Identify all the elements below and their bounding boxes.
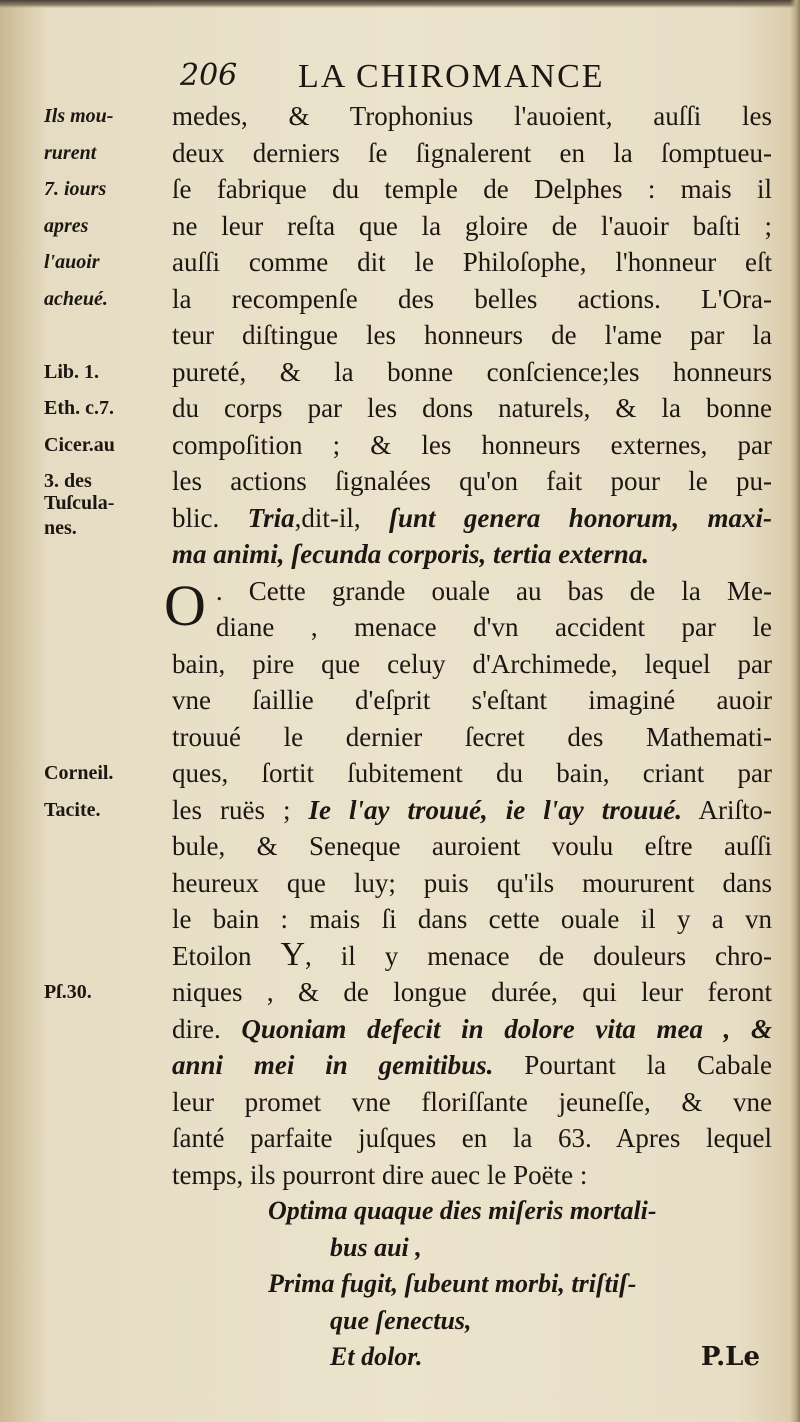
margin-note: 7. iours	[44, 178, 107, 200]
margin-note: nes.	[44, 517, 77, 540]
text-line: ſe fabrique du temple de Delphes : mais il	[172, 174, 772, 204]
text-line: vne ſaillie d'eſprit s'eſtant imaginé auoir	[172, 685, 772, 715]
text-line: teur diſtingue les honneurs de l'ame par la	[172, 320, 772, 350]
margin-note: Ils mou-	[44, 105, 114, 127]
margin-note: rurent	[44, 141, 97, 164]
text-line: le bain : mais ſi dans cette ouale il y a vn	[172, 904, 772, 934]
text-line: medes, & Trophonius l'auoient, auſſi les	[172, 101, 772, 131]
text-line: Etoilon Y, il y menace de douleurs chro-	[172, 935, 773, 973]
margin-note: Tacite.	[44, 798, 101, 821]
text-line: heureux que luy; puis qu'ils moururent dans	[172, 867, 772, 898]
margin-note: Tuſcula-	[44, 491, 115, 514]
catchword: P.Le	[700, 1342, 760, 1372]
margin-note: l'auoir	[44, 251, 100, 273]
text-line: anni mei in gemitibus. Pourtant la Cabale	[172, 1050, 772, 1080]
text-line: du corps par les dons naturels, & la bonne	[172, 393, 772, 423]
margin-note: apres	[44, 214, 89, 237]
margin-note: acheué.	[44, 287, 108, 310]
text-line: les actions ſignalées qu'on fait pour le pu-	[172, 466, 772, 496]
text-line: leur promet vne floriſſante jeuneſſe, & vne	[172, 1086, 772, 1117]
text-line: bain, pire que celuy d'Archimede, lequel par	[172, 648, 772, 679]
margin-note: 3. des	[44, 470, 92, 492]
verse-quote	[172, 1193, 772, 1376]
text-line: trouué le dernier ſecret des Mathemati-	[172, 721, 772, 752]
text-line: deux derniers ſe ſignalerent en la ſomptueu-	[172, 137, 772, 168]
text-line: bule, & Seneque auroient voulu eſtre auſſi	[172, 831, 772, 861]
margin-note: Pſ.30.	[44, 981, 92, 1003]
margin-note: Eth. c.7.	[44, 397, 114, 419]
verse-line: que ſenectus,	[330, 1305, 472, 1335]
text-line: pureté, & la bonne conſcience;les honneurs	[172, 356, 772, 387]
verse-line: Prima fugit, ſubeunt morbi, triſtiſ-	[268, 1269, 637, 1298]
text-line: temps, ils pourront dire auec le Poëte :	[172, 1159, 588, 1190]
running-title: LA CHIROMANCE	[298, 58, 605, 95]
drop-initial: O	[164, 572, 206, 638]
text-line: . Cette grande ouale au bas de la Me-	[215, 575, 772, 606]
margin-note: Corneil.	[44, 762, 114, 784]
page-number: 206	[180, 58, 238, 93]
text-line: ſanté parfaite juſques en la 63. Apres lequel	[172, 1123, 772, 1153]
text-line: ma animi, ſecunda corporis, tertia externa.	[172, 539, 650, 569]
text-line: la recompenſe des belles actions. L'Ora-	[172, 283, 772, 314]
margin-note: Lib. 1.	[44, 360, 100, 383]
paragraph-1	[172, 98, 772, 500]
text-line: compoſition ; & les honneurs externes, par	[172, 429, 772, 460]
verse-line: Optima quaque dies miſeris mortali-	[268, 1196, 657, 1225]
text-line: les ruës ; Ie l'ay trouué, ie l'ay trouué. Ariſto-	[172, 794, 772, 825]
page-top-shadow	[0, 0, 800, 8]
paragraph-2	[164, 572, 773, 1194]
text-line: ques, ſortit ſubitement du bain, criant par	[172, 758, 772, 788]
verse-line: bus aui ,	[330, 1232, 422, 1262]
text-line: niques , & de longue durée, qui leur feront	[172, 977, 772, 1007]
text-line: diane , menace d'vn accident par le	[215, 612, 772, 642]
margin-note: Cicer.au	[44, 433, 115, 456]
main-text	[164, 98, 773, 1376]
text-line: blic. Tria,dit-il, ſunt genera honorum, maxi-	[172, 502, 772, 533]
verse-line: Et dolor.	[330, 1342, 423, 1371]
text-line: ne leur reſta que la gloire de l'auoir baſti ;	[172, 210, 772, 241]
text-line: dire. Quoniam defecit in dolore vita mea , &	[172, 1013, 772, 1044]
page-edge-shadow	[790, 0, 800, 1422]
etoilon-symbol: Y	[280, 935, 306, 973]
text-line: auſſi comme dit le Philoſophe, l'honneur eſt	[172, 247, 772, 277]
